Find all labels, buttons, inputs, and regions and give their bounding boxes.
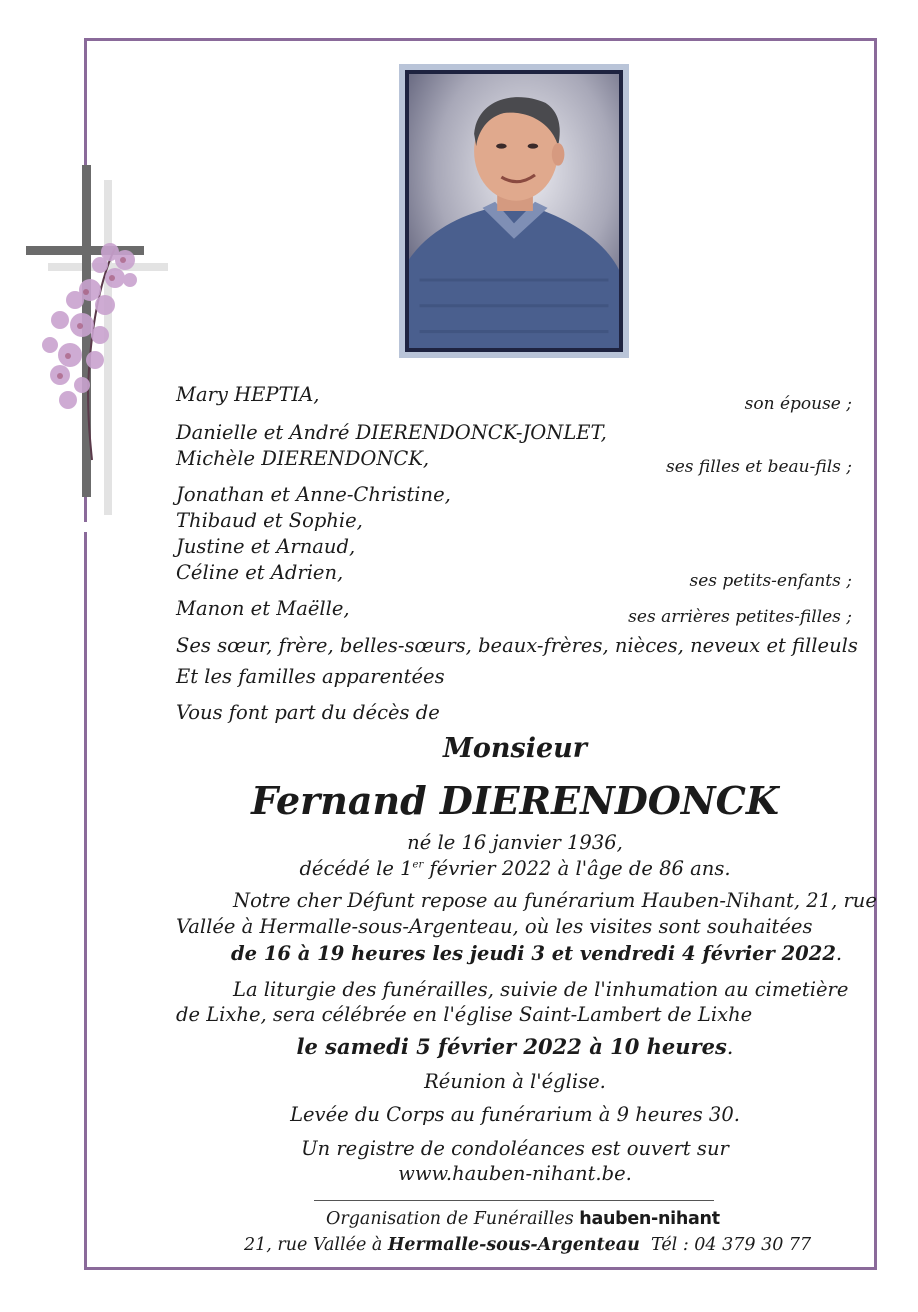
funeral-line-1: La liturgie des funérailles, suivie de l'inhumation au cimetière <box>233 978 849 1001</box>
deceased-title: Monsieur <box>442 733 588 764</box>
grandchild-line-4: Céline et Adrien, <box>176 561 344 584</box>
funeral-date-line <box>165 1034 865 1059</box>
visits-line-3 <box>231 942 842 965</box>
siblings-line: Ses sœur, frère, belles-sœurs, beaux-frères, nièces, neveux et filleuls <box>176 634 858 657</box>
footer-address <box>244 1235 811 1255</box>
grandchildren-relation: ses petits-enfants ; <box>689 571 852 591</box>
death-line-pre: décédé le 1 <box>299 857 413 880</box>
levee-line: Levée du Corps au funérarium à 9 heures 30. <box>290 1103 740 1126</box>
death-line-sup: er <box>412 859 424 871</box>
deceased-name: Fernand DIERENDONCK <box>251 778 779 823</box>
footer-divider <box>314 1200 714 1201</box>
funeral-line-2: de Lixhe, sera célébrée en l'église Saint-Lambert de Lixhe <box>176 1003 753 1026</box>
register-line-1: Un registre de condoléances est ouvert sur <box>301 1137 729 1160</box>
frame-gap <box>80 522 92 532</box>
footer-address-pre: 21, rue Vallée à <box>244 1235 388 1255</box>
cross-with-orchid-icon <box>20 160 180 520</box>
funeral-date-end: . <box>726 1035 734 1059</box>
footer-org <box>326 1209 720 1229</box>
daughter-line-1: Danielle et André DIERENDONCK-JONLET, <box>176 421 607 444</box>
register-line-2: www.hauben-nihant.be. <box>398 1162 632 1185</box>
families-line: Et les familles apparentées <box>176 665 445 688</box>
announce-line: Vous font part du décès de <box>176 701 440 724</box>
visits-line-3-end: . <box>835 942 843 965</box>
spouse-relation: son épouse ; <box>744 394 852 414</box>
portrait-photo <box>409 74 619 348</box>
greatgrandchild-line-1: Manon et Maëlle, <box>176 597 350 620</box>
meeting-line: Réunion à l'église. <box>424 1070 606 1093</box>
footer-org-label: Organisation de Funérailles <box>326 1209 580 1229</box>
daughters-relation: ses filles et beau-fils ; <box>665 457 852 477</box>
portrait-frame <box>399 64 629 358</box>
visits-line-1: Notre cher Défunt repose au funérarium Hauben-Nihant, 21, rue <box>233 889 877 912</box>
spouse-name: Mary HEPTIA, <box>176 383 320 406</box>
greatgrandchildren-relation: ses arrières petites-filles ; <box>628 607 852 627</box>
footer-city: Hermalle-sous-Argenteau <box>387 1235 640 1255</box>
death-line <box>165 857 865 880</box>
grandchild-line-1: Jonathan et Anne-Christine, <box>176 483 451 506</box>
funeral-date: le samedi 5 février 2022 à 10 heures <box>296 1034 727 1059</box>
visits-line-2: Vallée à Hermalle-sous-Argenteau, où les visites sont souhaitées <box>176 915 813 938</box>
grandchild-line-3: Justine et Arnaud, <box>176 535 356 558</box>
birth-line: né le 16 janvier 1936, <box>407 831 623 854</box>
footer-brand: hauben-nihant <box>579 1209 720 1229</box>
daughter-line-2: Michèle DIERENDONCK, <box>176 447 430 470</box>
death-line-post: février 2022 à l'âge de 86 ans. <box>423 857 731 880</box>
grandchild-line-2: Thibaud et Sophie, <box>176 509 363 532</box>
visits-dates: de 16 à 19 heures les jeudi 3 et vendredi 4 février 2022 <box>231 942 836 965</box>
footer-phone: Tél : 04 379 30 77 <box>639 1235 812 1255</box>
